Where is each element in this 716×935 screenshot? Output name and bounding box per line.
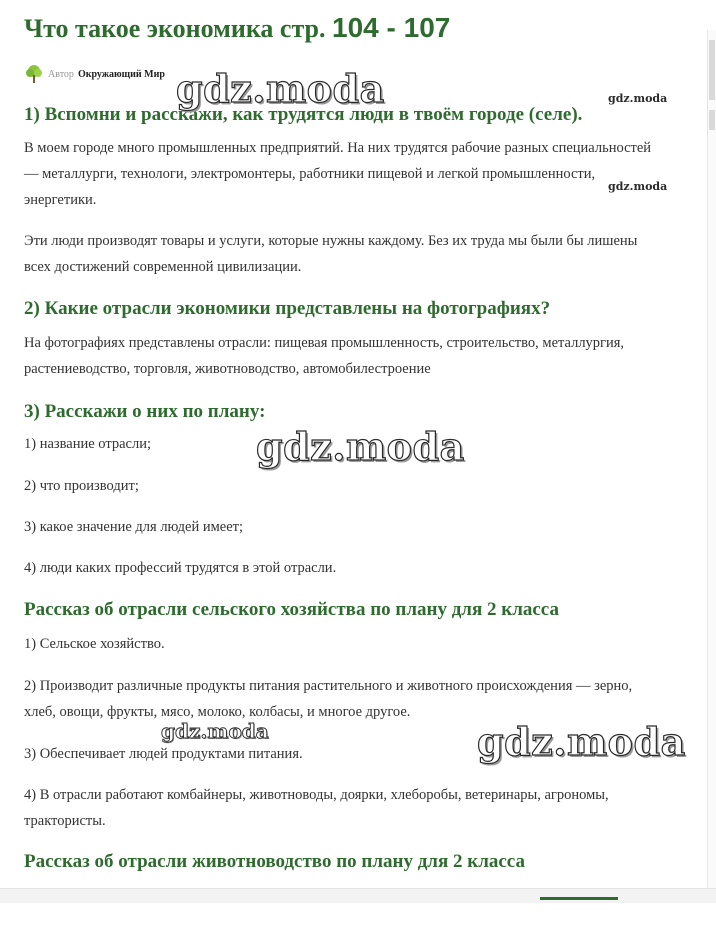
author-name[interactable]: Окружающий Мир	[77, 68, 165, 80]
right-scroll-edge	[707, 30, 716, 890]
section-5-heading: Рассказ об отрасли животноводство по плану для 2 класса	[24, 851, 525, 872]
watermark: gdz.moda	[477, 719, 686, 764]
page-range: 104 - 107	[332, 12, 451, 43]
story-item-3: 3) Обеспечивает людей продуктами питания.	[24, 746, 303, 762]
section-2-paragraph-1: На фотографиях представлены отрасли: пищевая промышленность, строительство, металлургия, растениеводство, торговля, животноводство, автомобилестроение	[24, 335, 625, 377]
section-2-heading: 2) Какие отрасли экономики представлены на фотографиях?	[24, 298, 551, 319]
section-4-heading: Рассказ об отрасли сельского хозяйства по плану для 2 класса	[24, 599, 559, 620]
plan-item-1: 1) название отрасли;	[24, 436, 152, 452]
section-1-paragraph-1: В моем городе много промышленных предприятий. На них трудятся рабочие разных специальностей — металлурги, технологи, электромонтеры, работники пищевой и легкой промышленности, энергетики.	[24, 140, 652, 208]
watermark: gdz.moda	[256, 424, 465, 469]
plan-item-4: 4) люди каких профессий трудятся в этой отрасли.	[24, 560, 337, 576]
author-label: Автор	[48, 68, 74, 80]
watermark: gdz.moda	[176, 66, 385, 111]
plan-item-3: 3) какое значение для людей имеет;	[24, 519, 244, 535]
plan-item-2: 2) что производит;	[24, 478, 139, 494]
section-1-heading: 1) Вспомни и расскажи, как трудятся люди в твоём городе (селе).	[24, 104, 583, 125]
section-3-heading: 3) Расскажи о них по плану:	[24, 401, 266, 422]
story-item-2: 2) Производит различные продукты питания растительного и животного происхождения — зерно, хлеб, овощи, фрукты, мясо, молоко, колбасы, и многое другое.	[24, 678, 633, 720]
story-item-1: 1) Сельское хозяйство.	[24, 636, 165, 652]
tree-icon	[24, 64, 44, 84]
page-title	[24, 12, 450, 44]
bottom-bar	[0, 888, 716, 903]
bottom-accent-line	[540, 897, 618, 900]
author-line	[24, 64, 165, 84]
watermark: gdz.moda	[161, 719, 269, 743]
page-title-text: Что такое экономика стр.	[24, 14, 326, 43]
section-1-paragraph-2: Эти люди производят товары и услуги, которые нужны каждому. Без их труда мы были бы лишены всех достижений современной цивилизации.	[24, 233, 638, 275]
watermark: gdz.moda	[608, 180, 668, 193]
story-item-4: 4) В отрасли работают комбайнеры, животноводы, доярки, хлеборобы, ветеринары, агрономы, трактористы.	[24, 787, 609, 829]
watermark: gdz.moda	[608, 92, 668, 105]
